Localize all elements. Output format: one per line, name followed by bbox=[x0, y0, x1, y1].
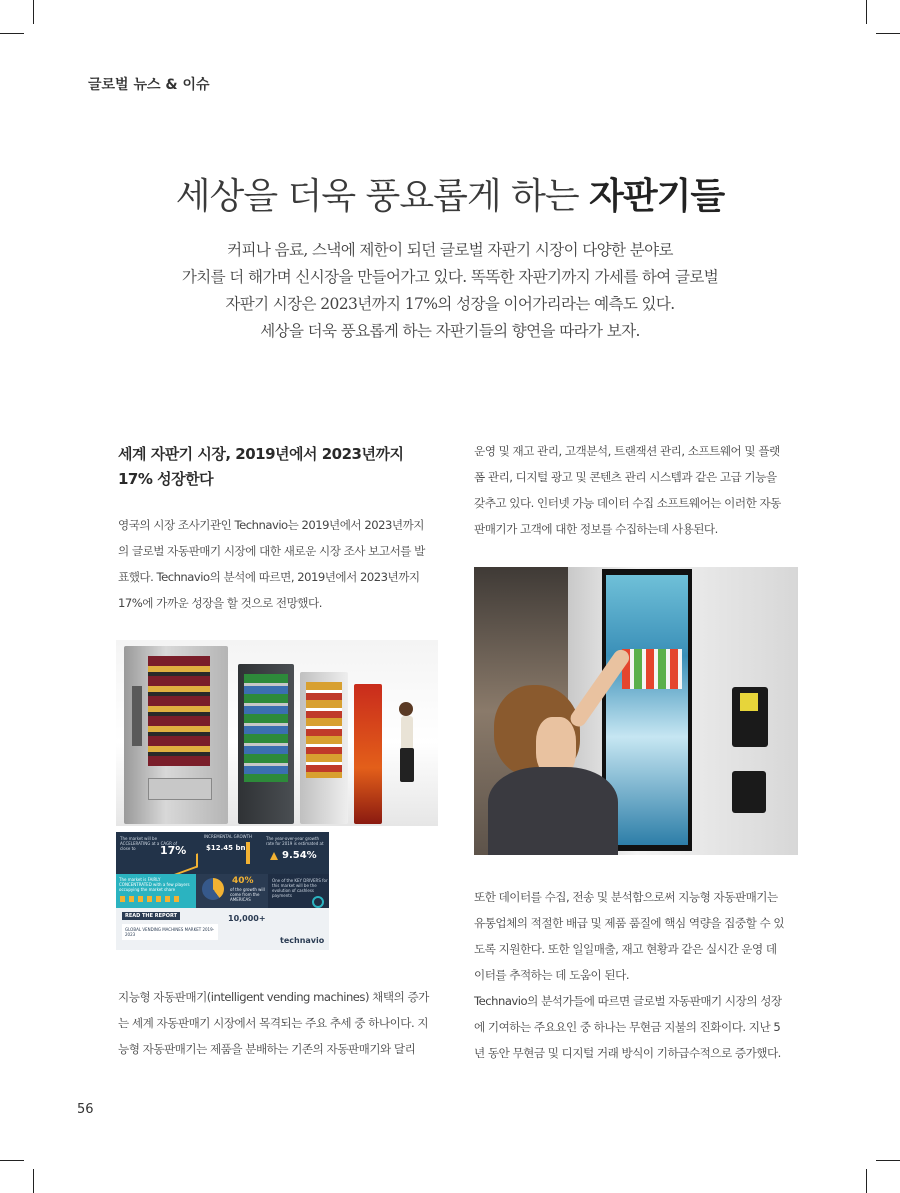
gear-icon bbox=[312, 896, 324, 908]
lead-paragraph bbox=[100, 237, 800, 345]
right-paragraph-2 bbox=[474, 884, 799, 1066]
page-number: 56 bbox=[77, 1102, 94, 1117]
text-line: 판매기가 고객에 대한 정보를 수집하는데 사용된다. bbox=[474, 522, 718, 536]
infographic-value: 40% bbox=[232, 876, 254, 886]
text-line: 폼 관리, 디지털 광고 및 콘텐츠 관리 시스템과 같은 고급 기능을 bbox=[474, 470, 777, 484]
text-line: 의 글로벌 자동판매기 시장에 대한 새로운 시장 조사 보고서를 발 bbox=[118, 544, 425, 558]
text-line: 또한 데이터를 수집, 전송 및 분석함으로써 지능형 자동판매기는 bbox=[474, 890, 778, 904]
text-line: 지능형 자동판매기(intelligent vending machines) 채택의 증가 bbox=[118, 990, 429, 1004]
report-title: GLOBAL VENDING MACHINES MARKET 2019-2023 bbox=[122, 924, 218, 940]
text-line: 이터를 추적하는 데 도움이 된다. bbox=[474, 968, 630, 982]
bar-icon bbox=[246, 842, 250, 864]
text-line: 능형 자동판매기는 제품을 분배하는 기존의 자동판매기와 달리 bbox=[118, 1042, 416, 1056]
text-line: 갖추고 있다. 인터넷 가능 데이터 수집 소프트웨어는 이러한 자동 bbox=[474, 496, 781, 510]
card-reader bbox=[732, 687, 768, 747]
person-figure bbox=[401, 716, 413, 750]
text-line: 년 동안 무현금 및 디지털 거래 방식이 기하급수적으로 증가했다. bbox=[474, 1046, 781, 1060]
crop-mark bbox=[33, 1169, 34, 1193]
text-line: 에 기여하는 주요요인 중 하나는 무현금 지불의 진화이다. 지난 5 bbox=[474, 1020, 781, 1034]
text-line: 표했다. Technavio의 분석에 따르면, 2019년에서 2023년까지 bbox=[118, 570, 420, 584]
text-line: 운영 및 재고 관리, 고객분석, 트랜잭션 관리, 소프트웨어 및 플랫 bbox=[474, 444, 780, 458]
person-figure bbox=[400, 748, 414, 782]
crop-mark bbox=[876, 33, 900, 34]
crop-mark bbox=[866, 0, 867, 24]
infographic-value: 17% bbox=[160, 844, 187, 857]
market-infographic bbox=[116, 832, 329, 950]
left-paragraph-1 bbox=[118, 512, 443, 616]
title-bold: 자판기들 bbox=[589, 176, 725, 217]
pie-chart-icon bbox=[202, 878, 224, 900]
text-line: Technavio의 분석가들에 따르면 글로벌 자동판매기 시장의 성장 bbox=[474, 994, 782, 1008]
title-light: 세상을 더욱 풍요롭게 하는 bbox=[175, 176, 590, 217]
subheading-line: 세계 자판기 시장, 2019년에서 2023년까지 bbox=[118, 445, 404, 463]
article-title bbox=[0, 168, 900, 219]
technavio-logo: technavio bbox=[280, 936, 325, 945]
infographic-text: The market will be ACCELERATING at a CAGR of close to bbox=[120, 836, 178, 851]
vending-machine bbox=[300, 672, 348, 824]
crop-mark bbox=[0, 33, 24, 34]
infographic-text: One of the KEY DRIVERS for this market will be the evolution of cashless payments bbox=[272, 878, 328, 898]
infographic-text: The year-over-year growth rate for 2019 is estimated at bbox=[266, 836, 324, 846]
section-label: 글로벌 뉴스 & 이슈 bbox=[88, 77, 210, 93]
infographic-text: of the growth will come from the AMERICAS bbox=[230, 887, 265, 902]
lead-line: 가치를 더 해가며 신시장을 만들어가고 있다. 똑똑한 자판기까지 가세를 하여 글로벌 bbox=[181, 268, 719, 286]
infographic-value: 9.54% bbox=[282, 850, 317, 861]
cash-slot bbox=[732, 771, 766, 813]
crop-mark bbox=[876, 1160, 900, 1161]
text-line: 도록 지원한다. 또한 일일매출, 재고 현황과 같은 실시간 운영 데 bbox=[474, 942, 777, 956]
vending-machine bbox=[238, 664, 294, 824]
vending-machine bbox=[354, 684, 382, 824]
right-paragraph-1 bbox=[474, 438, 799, 542]
user-group-icon bbox=[120, 896, 180, 902]
vending-machines-photo bbox=[116, 640, 438, 826]
infographic-value: $12.45 bn bbox=[206, 844, 246, 852]
crop-mark bbox=[0, 1160, 24, 1161]
read-report-label: READ THE REPORT bbox=[122, 912, 180, 920]
lead-line: 세상을 더욱 풍요롭게 하는 자판기들의 향연을 따라가 보자. bbox=[260, 322, 640, 340]
infographic-text: The market is FAIRLY CONCENTRATED with a few players occupying the market share bbox=[119, 877, 190, 892]
text-line: 영국의 시장 조사기관인 Technavio는 2019년에서 2023년까지 bbox=[118, 518, 424, 532]
infographic-text: INCREMENTAL GROWTH bbox=[204, 834, 253, 839]
person-figure bbox=[399, 702, 413, 716]
infographic-value: 10,000+ bbox=[228, 914, 266, 923]
text-line: 는 세계 자동판매기 시장에서 목격되는 주요 추세 중 하나이다. 지 bbox=[118, 1016, 429, 1030]
child-figure bbox=[488, 767, 618, 855]
vending-machine bbox=[124, 646, 228, 824]
subheading bbox=[118, 442, 448, 492]
crop-mark bbox=[33, 0, 34, 24]
lead-line: 자판기 시장은 2023년까지 17%의 성장을 이어가리라는 예측도 있다. bbox=[225, 295, 675, 313]
text-line: 유통업체의 적절한 배급 및 제품 품질에 핵심 역량을 집중할 수 있 bbox=[474, 916, 785, 930]
lead-line: 커피나 음료, 스낵에 제한이 되던 글로벌 자판기 시장이 다양한 분야로 bbox=[227, 241, 673, 259]
triangle-icon bbox=[270, 852, 278, 860]
left-paragraph-2 bbox=[118, 984, 443, 1062]
text-line: 17%에 가까운 성장을 할 것으로 전망했다. bbox=[118, 596, 322, 610]
crop-mark bbox=[866, 1169, 867, 1193]
subheading-line: 17% 성장한다 bbox=[118, 470, 214, 488]
touchscreen-vending-photo bbox=[474, 567, 798, 855]
